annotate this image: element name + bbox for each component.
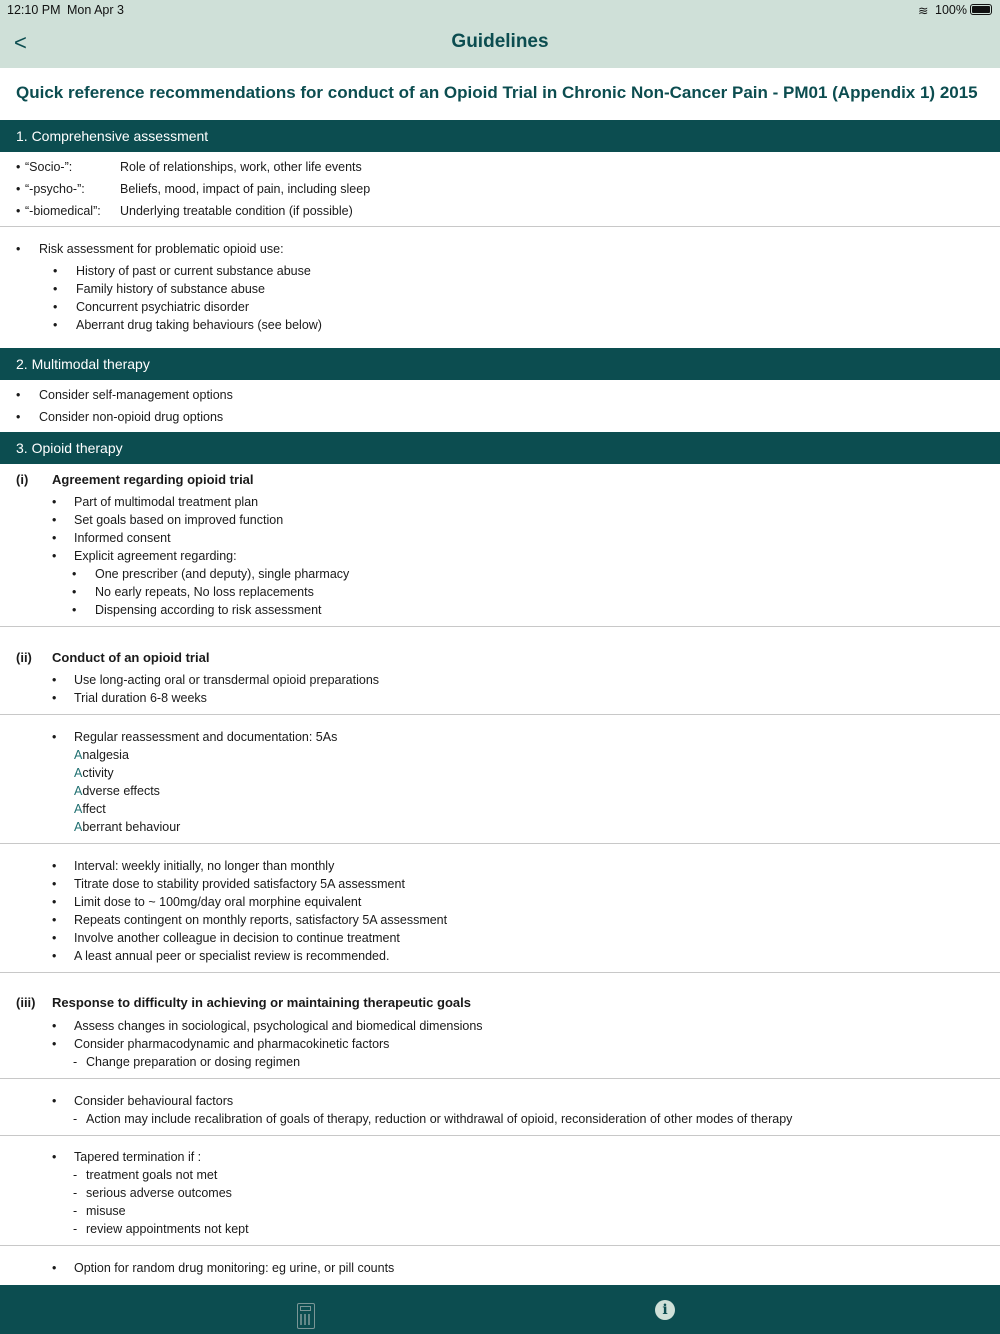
bullet: • [52,1037,57,1051]
bullet: • [52,531,57,545]
bullet: • [16,410,21,424]
list-item: Titrate dose to stability provided satisfactory 5A assessment [74,877,405,891]
bullet: • [72,567,77,581]
bullet: • [53,300,58,314]
list-item: Aberrant drug taking behaviours (see below) [76,318,322,332]
bullet: • [52,877,57,891]
list-item: Consider pharmacodynamic and pharmacokinetic factors [74,1037,390,1051]
dash: - [73,1222,78,1236]
bullet: • [16,182,21,196]
subsection-number: (iii) [16,995,36,1010]
bps-label: “Socio-”: [25,160,73,174]
divider [0,1078,1000,1079]
list-item: One prescriber (and deputy), single pharmacy [95,567,350,581]
bullet: • [72,585,77,599]
bullet: • [52,730,57,744]
list-item: review appointments not kept [86,1222,249,1236]
dash: - [73,1168,78,1182]
bullet: • [52,1150,57,1164]
list-item: Informed consent [74,531,171,545]
bullet: • [53,264,58,278]
bps-label: “-psycho-”: [25,182,85,196]
subsection-title: Response to difficulty in achieving or maintaining therapeutic goals [52,995,471,1010]
document-title: Quick reference recommendations for conduct of an Opioid Trial in Chronic Non-Cancer Pain - PM01 (Appendix 1) 2015 [16,83,978,102]
list-item: Change preparation or dosing regimen [86,1055,301,1069]
list-item: treatment goals not met [86,1168,218,1182]
bullet: • [52,495,57,509]
list-item: Use long-acting oral or transdermal opioid preparations [74,673,380,687]
section-header-opioid: 3. Opioid therapy [0,432,1000,464]
bullet: • [16,388,21,402]
list-item: Consider self-management options [39,388,233,402]
list-item: History of past or current substance abuse [76,264,311,278]
list-item: No early repeats, No loss replacements [95,585,314,599]
dash: - [73,1204,78,1218]
list-item: Explicit agreement regarding: [74,549,237,563]
divider [0,972,1000,973]
list-item: A least annual peer or specialist review is recommended. [74,949,390,963]
back-button[interactable]: < [14,30,27,55]
list-item: Set goals based on improved function [74,513,284,527]
dash: - [73,1112,78,1126]
bullet: • [52,931,57,945]
list-item: Tapered termination if : [74,1150,202,1164]
status-time: 12:10 PM [7,3,61,17]
battery-percent: 100% [935,3,967,17]
list-item: Family history of substance abuse [76,282,265,296]
list-item: Consider non-opioid drug options [39,410,224,424]
battery-icon [970,4,992,15]
five-a-item: Adverse effects [74,784,160,798]
bps-value: Role of relationships, work, other life events [120,160,362,174]
bullet: • [72,603,77,617]
bullet: • [52,691,57,705]
list-item: Option for random drug monitoring: eg urine, or pill counts [74,1261,395,1275]
bps-label: “-biomedical”: [25,204,101,218]
bullet: • [53,318,58,332]
bullet: • [52,549,57,563]
divider [0,1135,1000,1136]
divider [0,226,1000,227]
section-header-multimodal: 2. Multimodal therapy [0,348,1000,380]
bullet: • [16,242,21,256]
list-item: Dispensing according to risk assessment [95,603,322,617]
bps-value: Underlying treatable condition (if possible) [120,204,353,218]
five-a-item: Affect [74,802,106,816]
divider [0,1245,1000,1246]
bullet: • [52,949,57,963]
page-title: Guidelines [451,31,549,52]
info-icon[interactable]: i [655,1300,675,1320]
subsection-number: (ii) [16,650,32,665]
bullet: • [16,204,21,218]
subsection-number: (i) [16,472,29,487]
list-item: misuse [86,1204,126,1218]
list-item: Risk assessment for problematic opioid use: [39,242,284,256]
bullet: • [52,1019,57,1033]
status-date: Mon Apr 3 [67,3,124,17]
list-item: Assess changes in sociological, psychological and biomedical dimensions [74,1019,483,1033]
bullet: • [52,513,57,527]
list-item: Involve another colleague in decision to continue treatment [74,931,400,945]
subsection-title: Agreement regarding opioid trial [52,472,254,487]
bullet: • [52,859,57,873]
section-header-assessment: 1. Comprehensive assessment [0,120,1000,152]
bullet: • [52,895,57,909]
bps-value: Beliefs, mood, impact of pain, including sleep [120,182,371,196]
list-item: Consider behavioural factors [74,1094,234,1108]
divider [0,843,1000,844]
bullet: • [52,673,57,687]
wifi-icon: ≋ [918,4,929,18]
five-a-item: Activity [74,766,114,780]
list-item: Trial duration 6-8 weeks [74,691,207,705]
bullet: • [52,1261,57,1275]
list-item: Repeats contingent on monthly reports, satisfactory 5A assessment [74,913,448,927]
bullet: • [53,282,58,296]
tab-bar [0,1285,1000,1334]
header [0,0,1000,68]
bullet: • [16,160,21,174]
five-a-item: Analgesia [74,748,129,762]
five-a-item: Aberrant behaviour [74,820,181,834]
list-item: Interval: weekly initially, no longer than monthly [74,859,335,873]
list-item: Regular reassessment and documentation: 5As [74,730,338,744]
list-item: serious adverse outcomes [86,1186,232,1200]
dash: - [73,1186,78,1200]
divider [0,626,1000,627]
bullet: • [52,1094,57,1108]
list-item: Concurrent psychiatric disorder [76,300,249,314]
calculator-icon[interactable] [297,1303,315,1329]
bullet: • [52,913,57,927]
list-item: Limit dose to ~ 100mg/day oral morphine equivalent [74,895,362,909]
divider [0,714,1000,715]
dash: - [73,1055,78,1069]
list-item: Action may include recalibration of goals of therapy, reduction or withdrawal of opioid, reconsideration of other modes of therapy [86,1112,793,1126]
list-item: Part of multimodal treatment plan [74,495,259,509]
subsection-title: Conduct of an opioid trial [52,650,210,665]
